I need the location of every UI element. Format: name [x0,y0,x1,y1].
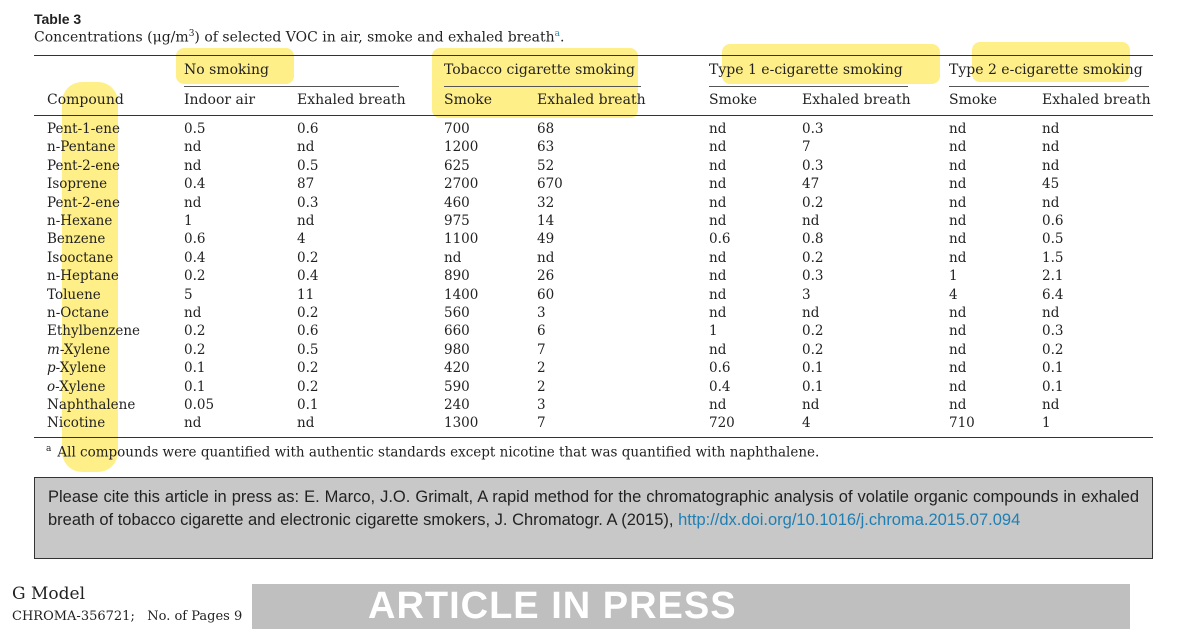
table-cell: 660 [444,323,470,340]
table-cell: 1 [709,323,718,340]
table-cell: nd [297,213,315,229]
group-rule-tobacco [444,86,641,87]
table-cell: nd [802,305,820,321]
table-cell: 975 [444,213,470,229]
table-cell: nd [949,249,967,266]
table-cell: nd [949,139,967,156]
compound-name-cell: Isooctane [47,249,114,266]
column-header-exhaled-breath-type2: Exhaled breath [1042,92,1151,108]
table-label: Table 3 [34,11,82,27]
table-cell: 3 [537,305,546,321]
table-cell: nd [949,121,967,137]
table-cell: 4 [949,286,958,303]
table-cell: nd [709,194,727,211]
group-rule-no-smoking [184,86,399,87]
table-cell: nd [1042,305,1060,321]
table-cell: nd [1042,157,1060,174]
table-cell: nd [709,305,727,321]
compound-name-cell: Ethylbenzene [47,323,141,340]
table-cell: 0.6 [709,231,731,248]
table-cell: 2 [537,378,546,395]
table-cell: 0.1 [297,397,319,413]
column-header-smoke-tobacco: Smoke [444,92,493,108]
table-cell: 2 [537,360,546,377]
table-cell: 68 [537,121,555,137]
table-cell: 0.2 [184,268,206,285]
table-cell: nd [444,249,462,266]
table-cell: 1400 [444,286,479,303]
group-rule-type2 [949,86,1149,87]
table-cell: 240 [444,397,470,413]
compound-name-cell: n-Pentane [47,139,116,156]
column-header-smoke-type1: Smoke [709,92,758,108]
table-cell: 560 [444,305,470,321]
table-cell: 0.2 [802,341,824,358]
table-cell: 4 [802,415,811,432]
table-cell: nd [184,157,202,174]
table-cell: 0.1 [1042,360,1064,377]
table-cell: nd [802,213,820,229]
compound-name-cell: Toluene [47,286,101,303]
group-rule-type1 [709,86,908,87]
table-cell: 1100 [444,231,479,248]
table-cell: 0.1 [1042,378,1064,395]
table-cell: 4 [297,231,306,248]
article-id: CHROMA-356721; No. of Pages 9 [12,609,243,624]
table-caption: Concentrations $(\mu g/m^3)$ of selected VOC in air, smoke and exhaled breath$^a$. [34,29,565,46]
table-cell: 0.1 [184,378,206,395]
table-cell: 0.2 [802,323,824,340]
compound-name-cell: Pent-2-ene [47,157,120,174]
table-cell: nd [184,415,202,432]
table-cell: 7 [537,341,546,358]
table-cell: nd [1042,121,1060,137]
group-header-tobacco: Tobacco cigarette smoking [444,62,635,78]
table-cell: 1.5 [1042,249,1064,266]
table-cell: 45 [1042,176,1060,193]
table-cell: nd [709,341,727,358]
table-cell: 6.4 [1042,286,1064,303]
group-header-type1: Type 1 e-cigarette smoking [709,62,903,78]
table-cell: 420 [444,360,470,377]
table-cell: 0.3 [802,268,824,285]
table-cell: 0.2 [1042,341,1064,358]
table-cell: 0.3 [802,121,824,137]
gmodel-label: G Model [12,584,86,604]
compound-name-cell: n-Hexane [47,213,113,229]
table-cell: nd [949,176,967,193]
table-cell: 6 [537,323,546,340]
table-cell: nd [184,305,202,321]
table-cell: nd [949,231,967,248]
table-cell: nd [297,139,315,156]
table-cell: 26 [537,268,555,285]
compound-name-cell: Isoprene [47,176,108,193]
table-cell: 625 [444,157,470,174]
table-cell: 0.6 [1042,213,1064,229]
table-footnote: $^a$ All compounds were quantified with authentic standards except nicotine that was quantified with naphthalene. [46,444,820,461]
table-cell: nd [949,305,967,321]
table-cell: 0.2 [297,305,319,321]
citation-text: Please cite this article in press as: E. Marco, J.O. Grimalt, A rapid method for the chromatographic analysis of volatile organic compounds in exhaled breath of tobacco cigarette and electronic cigarette smokers, J. Chromatogr. A (2015), [48,488,1139,529]
table-cell: 0.6 [709,360,731,377]
table-cell: nd [949,341,967,358]
table-cell: 0.6 [297,121,319,137]
table-cell: nd [709,121,727,137]
column-header-exhaled-breath-type1: Exhaled breath [802,92,911,108]
compound-name-cell: o-Xylene [47,378,106,395]
table-cell: nd [297,415,315,432]
column-header-compound: Compound [47,92,124,108]
table-cell: 0.3 [1042,323,1064,340]
compound-name-cell: Nicotine [47,415,106,432]
table-cell: 980 [444,341,470,358]
table-cell: 0.6 [184,231,206,248]
table-cell: 3 [802,286,811,303]
table-cell: 0.05 [184,397,215,413]
table-cell: 0.2 [184,341,206,358]
table-cell: 0.1 [184,360,206,377]
table-cell: nd [709,213,727,229]
table-cell: 60 [537,286,555,303]
table-cell: 1300 [444,415,479,432]
table-cell: nd [949,213,967,229]
table-cell: 0.4 [709,378,731,395]
compound-name-cell: m-Xylene [47,341,111,358]
table-cell: 32 [537,194,555,211]
table-cell: nd [709,268,727,285]
table-cell: 3 [537,397,546,413]
table-cell: nd [949,397,967,413]
table-cell: nd [1042,397,1060,413]
table-cell: 0.1 [802,378,824,395]
table-bottom-rule [34,437,1153,438]
table-cell: 670 [537,176,563,193]
compound-name-cell: Pent-2-ene [47,194,120,211]
table-cell: 5 [184,286,193,303]
table-cell: nd [709,397,727,413]
table-cell: 0.2 [297,378,319,395]
citation-box [34,477,1153,559]
table-cell: 0.8 [802,231,824,248]
table-cell: 0.2 [184,323,206,340]
table-cell: 52 [537,157,555,174]
column-header-smoke-type2: Smoke [949,92,998,108]
table-cell: nd [184,194,202,211]
table-cell: 890 [444,268,470,285]
compound-name-cell: p-Xylene [47,360,106,377]
column-header-indoor-air: Indoor air [184,92,256,108]
table-cell: 49 [537,231,555,248]
table-cell: 0.4 [184,176,206,193]
table-cell: 7 [537,415,546,432]
table-cell: 63 [537,139,555,156]
table-cell: 0.5 [1042,231,1064,248]
table-cell: 700 [444,121,470,137]
table-cell: 0.2 [802,194,824,211]
table-cell: 0.5 [297,157,319,174]
column-header-exhaled-breath-tobacco: Exhaled breath [537,92,646,108]
table-cell: 14 [537,213,555,229]
compound-name-cell: Naphthalene [47,397,136,413]
article-in-press-text: ARTICLE IN PRESS [368,585,737,627]
table-cell: nd [949,157,967,174]
table-cell: 0.4 [184,249,206,266]
table-cell: 590 [444,378,470,395]
table-cell: 0.3 [802,157,824,174]
table-cell: 0.6 [297,323,319,340]
table-cell: 0.1 [802,360,824,377]
table-cell: 7 [802,139,811,156]
column-header-exhaled-breath-no-smoking: Exhaled breath [297,92,406,108]
group-header-no-smoking: No smoking [184,62,269,78]
table-cell: nd [949,360,967,377]
table-cell: 0.3 [297,194,319,211]
table-cell: 0.2 [802,249,824,266]
table-cell: nd [1042,194,1060,211]
compound-name-cell: n-Octane [47,305,110,321]
table-cell: 87 [297,176,315,193]
table-cell: nd [709,286,727,303]
table-cell: 0.2 [297,360,319,377]
table-cell: 0.4 [297,268,319,285]
table-cell: 1 [949,268,958,285]
table-cell: 2.1 [1042,268,1064,285]
table-cell: nd [537,249,555,266]
table-cell: nd [709,249,727,266]
table-cell: 0.5 [297,341,319,358]
table-cell: nd [709,157,727,174]
table-cell: nd [949,194,967,211]
table-cell: 0.5 [184,121,206,137]
table-cell: nd [1042,139,1060,156]
table-cell: nd [709,176,727,193]
table-cell: 0.2 [297,249,319,266]
group-header-type2: Type 2 e-cigarette smoking [949,62,1143,78]
table-cell: 11 [297,286,315,303]
table-top-rule [34,55,1153,56]
compound-name-cell: n-Heptane [47,268,119,285]
table-cell: nd [802,397,820,413]
table-header-rule [34,115,1153,116]
table-cell: 720 [709,415,735,432]
table-cell: nd [709,139,727,156]
compound-name-cell: Pent-1-ene [47,121,120,137]
table-cell: 2700 [444,176,479,193]
table-cell: 1200 [444,139,479,156]
table-cell: 710 [949,415,975,432]
table-cell: nd [184,139,202,156]
table-cell: 1 [184,213,193,229]
table-cell: 460 [444,194,470,211]
table-cell: 1 [1042,415,1051,432]
table-cell: nd [949,323,967,340]
doi-link[interactable]: http://dx.doi.org/10.1016/j.chroma.2015.07.094 [678,511,1021,529]
table-cell: nd [949,378,967,395]
table-cell: 47 [802,176,820,193]
compound-name-cell: Benzene [47,231,106,248]
